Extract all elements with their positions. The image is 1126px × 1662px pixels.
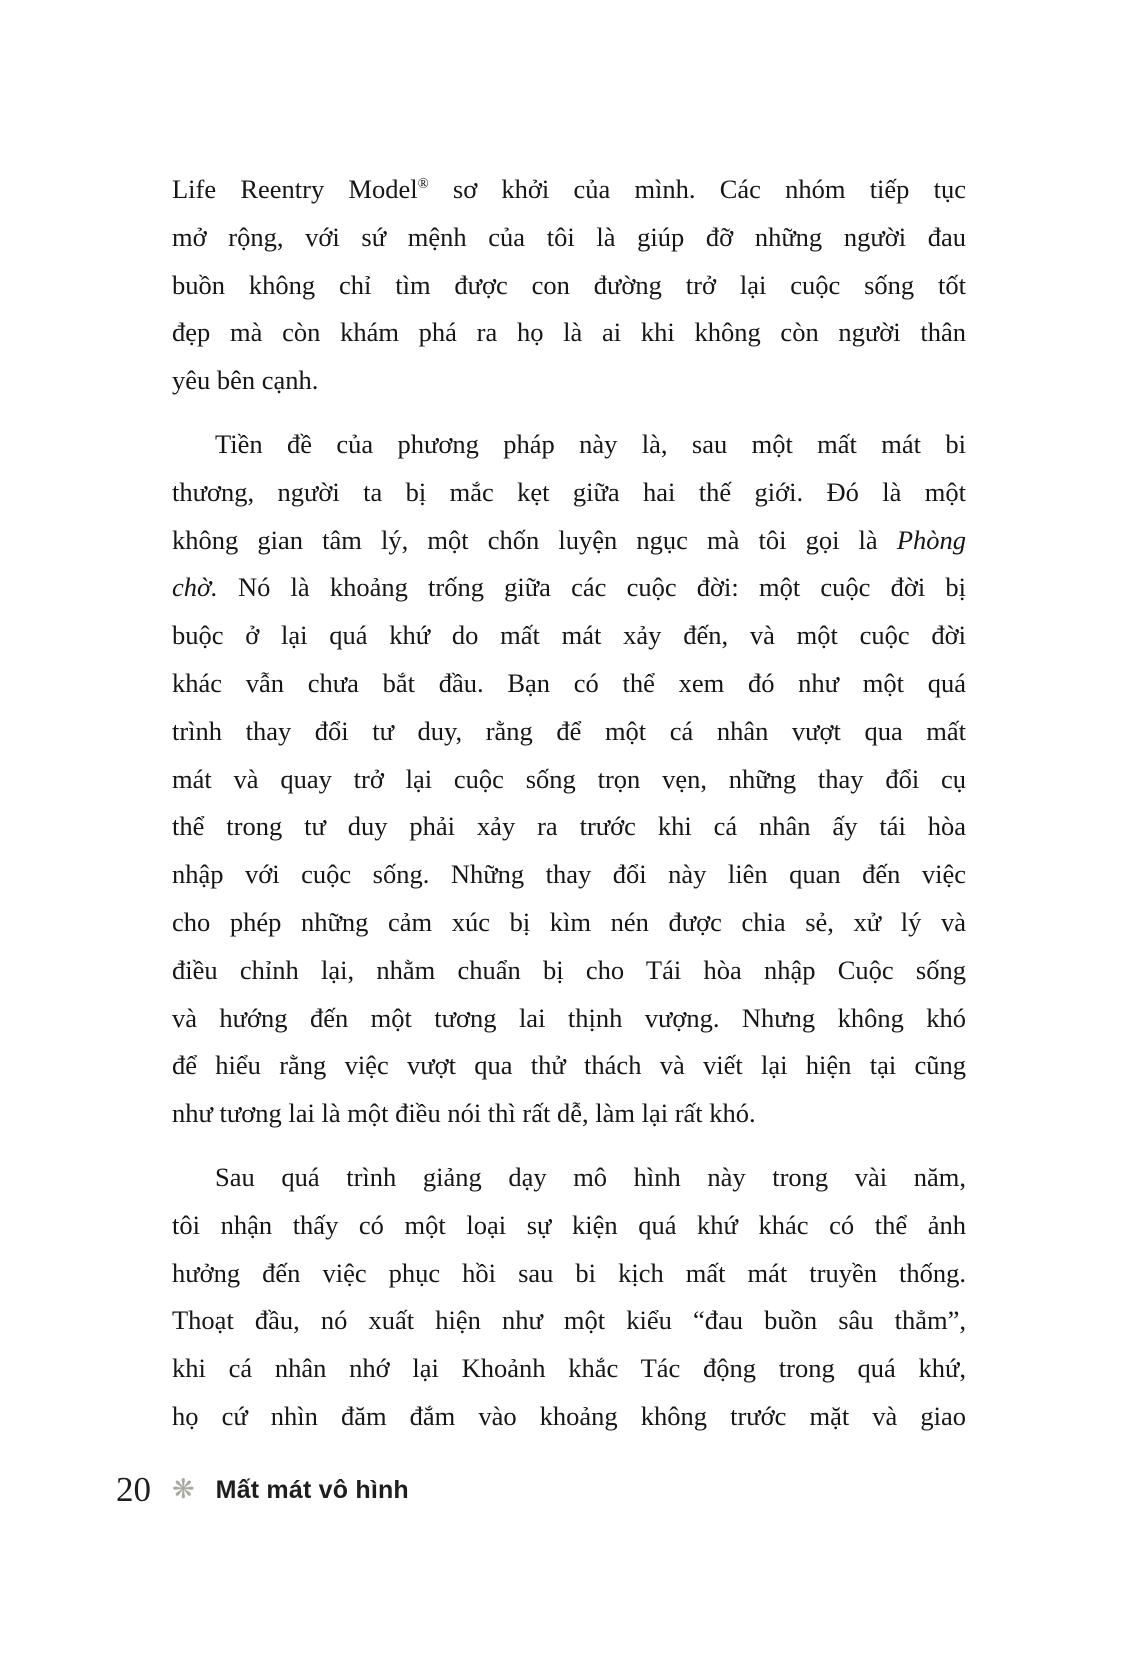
text-line: họ cứ nhìn đăm đắm vào khoảng không trước mặt và giao [172,1400,966,1431]
text-line: Thoạt đầu, nó xuất hiện như một kiểu “đau buồn sâu thẳm”, [172,1305,966,1336]
text-line: như tương lai là một điều nói thì rất dễ, làm lại rất khó. [172,1098,756,1129]
text-line: để hiểu rằng việc vượt qua thử thách và viết lại hiện tại cũng [172,1050,966,1081]
starburst-asterisk-icon: ❋ [172,1474,195,1505]
page-number: 20 [116,1470,151,1509]
text-line: hưởng đến việc phục hồi sau bi kịch mất mát truyền thống. [172,1257,966,1288]
text-line: thể trong tư duy phải xảy ra trước khi cá nhân ấy tái hòa [172,811,966,842]
text-line: Life Reentry Model® sơ khởi của mình. Các nhóm tiếp tục [172,174,966,204]
text-line: buộc ở lại quá khứ do mất mát xảy đến, và một cuộc đời [172,620,966,651]
text-line: chờ. Nó là khoảng trống giữa các cuộc đời: một cuộc đời bị [172,572,966,603]
text-line: cho phép những cảm xúc bị kìm nén được chia sẻ, xử lý và [172,906,966,937]
body-text [172,166,966,1441]
text-line: trình thay đổi tư duy, rằng để một cá nhân vượt qua mất [172,715,966,746]
text-line: Tiền đề của phương pháp này là, sau một mất mát bi [215,428,966,459]
text-line: yêu bên cạnh. [172,365,319,396]
paragraph [172,1154,966,1441]
text-line: buồn không chỉ tìm được con đường trở lại cuộc sống tốt [172,269,966,300]
text-line: tôi nhận thấy có một loại sự kiện quá khứ khác có thể ảnh [172,1209,966,1240]
page-footer [116,1472,409,1508]
text-line: khi cá nhân nhớ lại Khoảnh khắc Tác động trong quá khứ, [172,1353,966,1384]
text-line: mát và quay trở lại cuộc sống trọn vẹn, những thay đổi cụ [172,763,966,794]
text-line: và hướng đến một tương lai thịnh vượng. Nhưng không khó [172,1002,966,1033]
text-line: thương, người ta bị mắc kẹt giữa hai thế giới. Đó là một [172,476,966,507]
paragraph [172,166,966,405]
text-line: điều chỉnh lại, nhằm chuẩn bị cho Tái hòa nhập Cuộc sống [172,954,966,985]
text-line: mở rộng, với sứ mệnh của tôi là giúp đỡ những người đau [172,221,966,252]
registered-trademark-symbol: ® [417,176,429,193]
text-line: đẹp mà còn khám phá ra họ là ai khi không còn người thân [172,317,966,348]
text-line: nhập với cuộc sống. Những thay đổi này liên quan đến việc [172,859,966,890]
paragraph [172,421,966,1138]
running-footer-title: Mất mát vô hình [215,1476,409,1504]
text-line: Sau quá trình giảng dạy mô hình này trong vài năm, [215,1161,966,1192]
text-line: không gian tâm lý, một chốn luyện ngục mà tôi gọi là Phòng [172,524,966,555]
text-line: khác vẫn chưa bắt đầu. Bạn có thể xem đó như một quá [172,667,966,698]
